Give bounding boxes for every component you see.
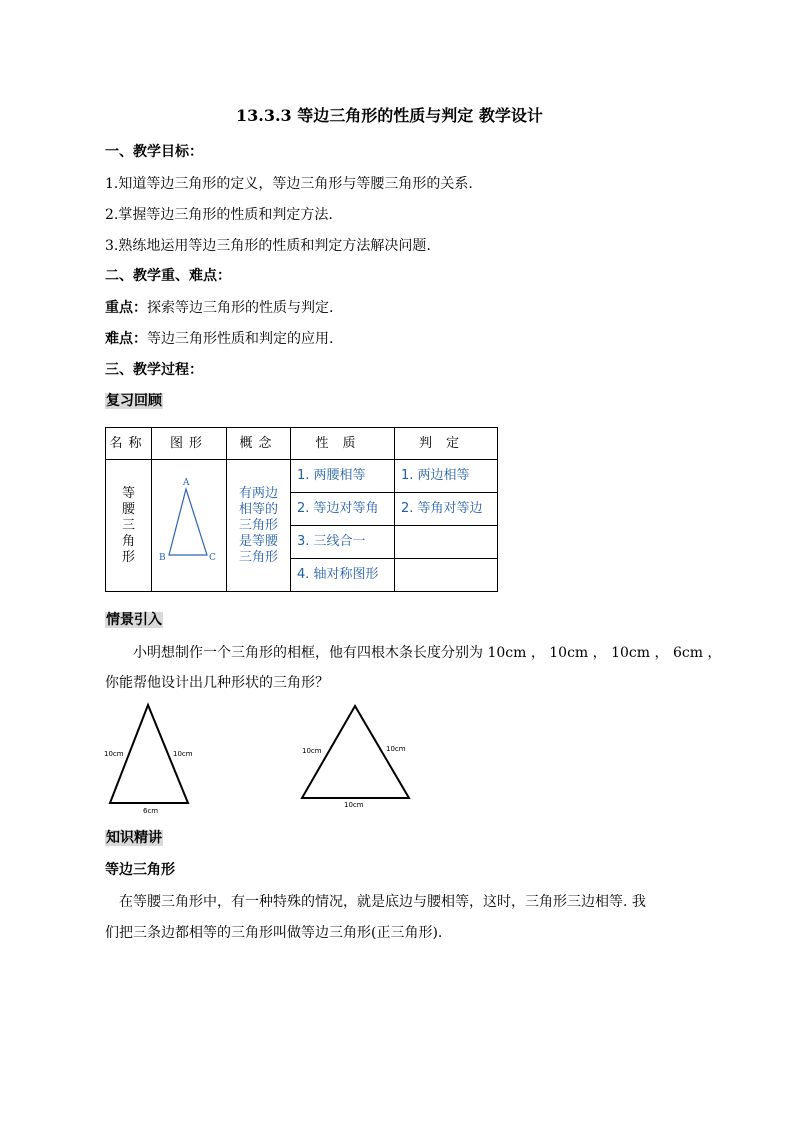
tri1-right-length: 10cm bbox=[173, 750, 193, 758]
review-table bbox=[105, 427, 498, 592]
section-heading-goals: 一、教学目标： bbox=[105, 144, 203, 160]
name-char: 腰 bbox=[121, 501, 135, 517]
header-property: 性质 bbox=[291, 428, 395, 460]
name-char: 三 bbox=[121, 517, 135, 533]
property-3: 3. 三线合一 bbox=[291, 526, 395, 559]
name-char: 形 bbox=[121, 549, 135, 565]
paragraph-line-2: 们把三条边都相等的三角形叫做等边三角形(正三角形). bbox=[105, 925, 443, 941]
vertex-label-a: A bbox=[183, 477, 190, 488]
isosceles-triangle-figure bbox=[152, 461, 227, 591]
concept-line: 三角形 bbox=[238, 517, 278, 533]
goal-item-2: 2.掌握等边三角形的性质和判定方法. bbox=[105, 207, 333, 223]
property-2: 2. 等边对等角 bbox=[291, 493, 395, 526]
name-char: 角 bbox=[121, 533, 135, 549]
concept-line: 相等的 bbox=[238, 501, 278, 517]
page-title: 13.3.3 等边三角形的性质与判定 教学设计 bbox=[236, 106, 543, 125]
tri2-base-length: 10cm bbox=[344, 801, 364, 809]
vertex-label-c: C bbox=[209, 552, 216, 563]
criterion-1: 1. 两边相等 bbox=[395, 460, 498, 493]
concept-line: 有两边 bbox=[238, 485, 278, 501]
scene-heading bbox=[105, 610, 163, 630]
vertex-label-b: B bbox=[159, 552, 166, 563]
section-heading-process: 三、教学过程： bbox=[105, 362, 203, 378]
tri1-left-length: 10cm bbox=[104, 750, 124, 758]
section-heading-keypoints: 二、教学重、难点： bbox=[105, 268, 231, 284]
name-char: 等 bbox=[121, 485, 135, 501]
tri2-left-length: 10cm bbox=[302, 747, 322, 755]
scene-line-1: 小明想制作一个三角形的相框，他有四根木条长度分别为 10cm ， 10cm ， 10cm ， 6cm ， bbox=[133, 645, 722, 661]
name-cell bbox=[106, 460, 152, 592]
criterion-2: 2. 等角对等边 bbox=[395, 493, 498, 526]
concept-line: 是等腰 bbox=[238, 533, 278, 549]
concept-cell bbox=[227, 460, 291, 592]
difficult-point bbox=[105, 329, 333, 349]
tri1-base-length: 6cm bbox=[143, 807, 159, 815]
isosceles-triangle bbox=[169, 489, 207, 555]
header-name: 名称 bbox=[106, 428, 152, 460]
triangle-figure-1 bbox=[100, 700, 210, 815]
review-label: 复习回顾 bbox=[106, 393, 162, 409]
difficult-point-text: 等边三角形性质和判定的应用. bbox=[147, 331, 334, 347]
knowledge-label: 知识精讲 bbox=[106, 830, 162, 846]
key-point-text: 探索等边三角形的性质与判定. bbox=[147, 300, 334, 316]
header-concept: 概念 bbox=[227, 428, 291, 460]
header-criterion: 判定 bbox=[395, 428, 498, 460]
goal-item-3: 3.熟练地运用等边三角形的性质和判定方法解决问题. bbox=[105, 238, 431, 254]
difficult-point-label: 难点： bbox=[105, 331, 147, 347]
review-heading bbox=[105, 391, 163, 411]
key-point bbox=[105, 298, 333, 318]
knowledge-heading bbox=[105, 828, 163, 848]
concept-line: 三角形 bbox=[238, 549, 278, 565]
goal-item-1: 1.知道等边三角形的定义，等边三角形与等腰三角形的关系. bbox=[105, 176, 473, 192]
table-header-row bbox=[106, 428, 498, 460]
criterion-4 bbox=[395, 559, 498, 592]
property-1: 1. 两腰相等 bbox=[291, 460, 395, 493]
header-figure: 图形 bbox=[152, 428, 227, 460]
tri2-right-length: 10cm bbox=[386, 745, 406, 753]
paragraph-line-1: 在等腰三角形中，有一种特殊的情况，就是底边与腰相等，这时，三角形三边相等. 我 bbox=[119, 894, 646, 910]
triangle-figure-2 bbox=[292, 700, 422, 815]
figure-cell bbox=[152, 460, 227, 592]
criterion-3 bbox=[395, 526, 498, 559]
table-row bbox=[106, 460, 498, 493]
key-point-label: 重点： bbox=[105, 300, 147, 316]
equilateral-heading: 等边三角形 bbox=[105, 862, 175, 878]
property-4: 4. 轴对称图形 bbox=[291, 559, 395, 592]
scene-label: 情景引入 bbox=[106, 612, 162, 628]
scene-line-2: 你能帮他设计出几种形状的三角形？ bbox=[105, 675, 329, 691]
